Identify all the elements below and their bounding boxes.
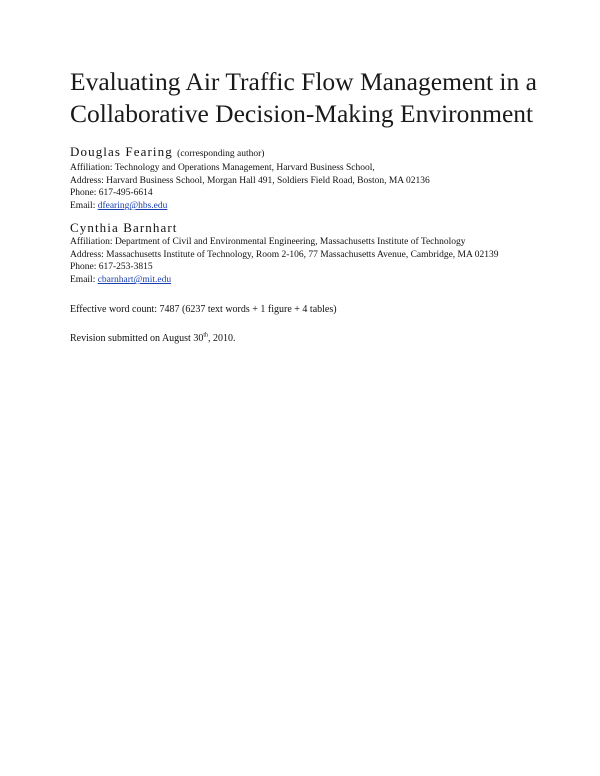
author-block-barnhart	[70, 220, 580, 287]
revision-date	[70, 332, 236, 345]
revision-text: Revision submitted on August 30	[70, 333, 204, 344]
author-affiliation: Affiliation: Department of Civil and Environmental Engineering, Massachusetts Institute of Technology	[70, 237, 466, 247]
author-email-link[interactable]: dfearing@hbs.edu	[97, 201, 168, 212]
author-address: Address: Harvard Business School, Morgan Hall 491, Soldiers Field Road, Boston, MA 02136	[70, 175, 430, 186]
paper-title	[70, 66, 570, 130]
author-email-line	[70, 200, 580, 213]
author-name: Douglas Fearing	[70, 144, 173, 159]
author-name-line	[70, 144, 580, 162]
email-label: Email:	[70, 275, 96, 286]
author-email-line	[70, 274, 580, 287]
author-address: Address: Massachusetts Institute of Technology, Room 2-106, 77 Massachusetts Avenue, Cambridge, MA 02139	[70, 249, 499, 260]
title-line-1: Evaluating Air Traffic Flow Management in a	[70, 67, 537, 96]
revision-superscript: th	[203, 332, 209, 339]
author-name-line	[70, 220, 580, 236]
author-phone: Phone: 617-253-3815	[70, 262, 153, 273]
revision-year: , 2010.	[208, 333, 236, 344]
email-label: Email:	[70, 201, 96, 212]
author-name: Cynthia Barnhart	[70, 220, 178, 235]
word-count: Effective word count: 7487 (6237 text words + 1 figure + 4 tables)	[70, 304, 337, 315]
title-line-2: Collaborative Decision-Making Environment	[70, 99, 534, 128]
author-block-fearing	[70, 144, 580, 213]
author-email-link[interactable]: cbarnhart@mit.edu	[97, 275, 172, 286]
author-phone: Phone: 617-495-6614	[70, 188, 153, 199]
corresponding-author-note: (corresponding author)	[177, 149, 265, 159]
author-affiliation: Affiliation: Technology and Operations Management, Harvard Business School,	[70, 163, 375, 173]
